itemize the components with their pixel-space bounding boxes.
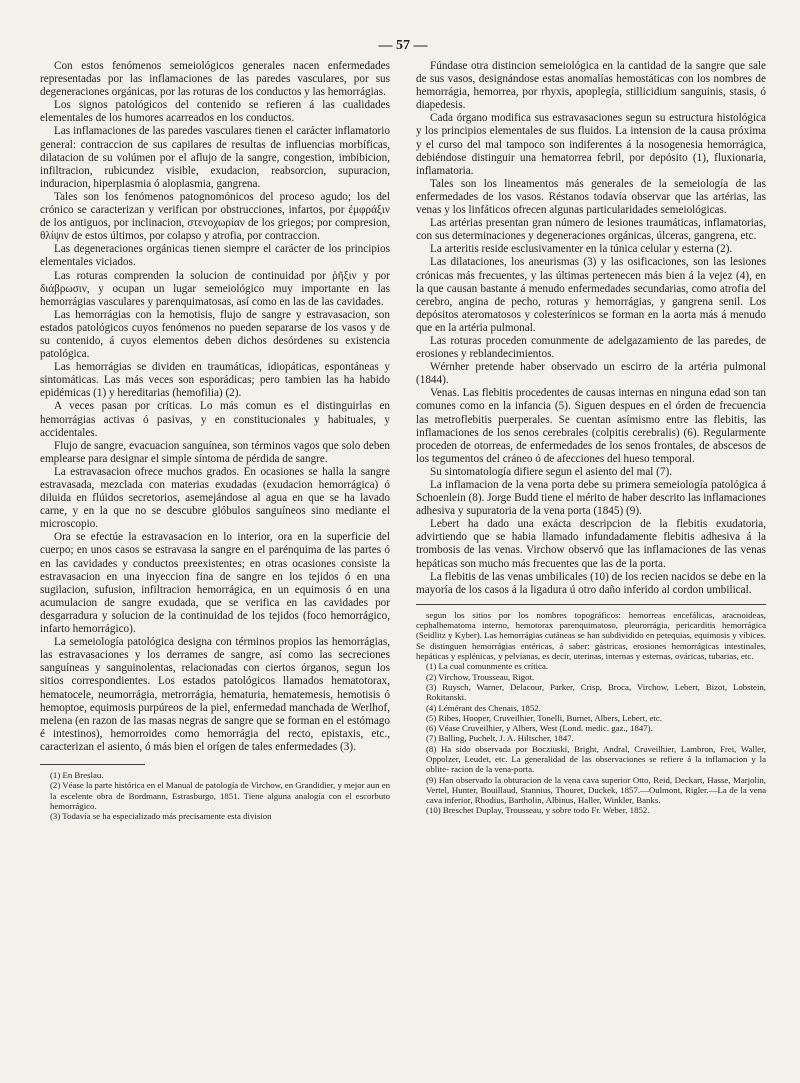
footnote: (6) Véase Cruveilhier, y Albers, West (Lond. medic. gaz., 1847). <box>426 723 653 734</box>
footnote-continuation: segun los sitios por los nombres topográficos: hemorreas encefálicas, aracnoideas, cephalhematoma interno, hemotorax parenquimatoso, pleurorrágia, pericarditis hemorrágica (Seidlitz y Kyber). Las hemorrágias cutáneas se han subdividido en petequias, equimosis y víbices. Se distinguen hemorrágias entéricas, á saber: gástricas, erosiones hemorrágicas intestinales, hepáticas y esplénicas, y pelvianas, es decir, uterinas, internas y esternas, ováricas, tubarias, etc. <box>416 609 766 662</box>
paragraph: A veces pasan por críticas. Lo más comun es el distinguirlas en hemorrágias activas ó pasivas, y en constitucionales y habituales, y accidentales. <box>40 400 390 439</box>
left-footnotes <box>40 770 390 821</box>
page-number: — 57 — <box>378 38 428 53</box>
footnote: (7) Balling, Puchelt, J. A. Hiltscher, 1847. <box>426 733 574 744</box>
footnote: (8) Ha sido observada por Bocziuski, Bright, Andral, Cruveilhier, Lambron, Frei, Waller, Oppolzer, Leudet, etc. La generalidad de las observaciones se refiere á la inflamacion y la oblite- racion de la vena-porta. <box>426 743 766 775</box>
two-column-layout <box>40 60 766 821</box>
footnote: (2) Virchow, Trousseau, Rigot. <box>426 671 535 682</box>
paragraph: La flebitis de las venas umbilicales (10) de los recien nacidos se debe en la mayoría de los casos á la ligadura ú otro daño inferido al cordon umbilical. <box>416 570 766 596</box>
footnote-separator <box>416 604 766 605</box>
footnote-separator <box>40 764 145 765</box>
right-footnotes <box>416 610 766 816</box>
footnote: (3) Ruysch, Warner, Delacour, Parker, Crisp, Broca, Virchow, Lebert, Bizot, Lobstein, Rokitanski. <box>426 681 766 703</box>
footnote: (5) Ribes, Hooper, Cruveilhier, Tonelli, Burnet, Albers, Lebert, etc. <box>426 712 662 723</box>
footnote: (10) Breschet Duplay, Trousseau, y sobre todo Fr. Weber, 1852. <box>426 805 650 816</box>
paragraph: Los signos patológicos del contenido se refieren á las cualidades elementales de los humores acarreados en los conductos. <box>40 99 390 125</box>
paragraph: Venas. Las flebitis procedentes de causas internas en ninguna edad son tan comunes como en la infancia (5). Siguen despues en el órden de frecuencia las metroflebitis puerperales. Se cuentan asímismo entre las flebitis, las inflamaciones de los senos cerebrales (colpitis cerebralis) (6). Regularmente proceden de otorreas, de enfermedades de los senos frontales, de abscesos de los tegumentos del cráneo ó de afecciones del hueso temporal. <box>416 387 766 465</box>
paragraph: Las roturas proceden comunmente de adelgazamiento de las paredes, de erosiones y reblandecimientos. <box>416 334 766 361</box>
right-body-text <box>416 60 766 597</box>
paragraph: Tales son los lineamentos más generales de la semeiología de las enfermedades de los vasos. Réstanos todavía observar que las artérias, las venas y los linfáticos ofrecen algunas particularidades semeiológicas. <box>416 177 766 217</box>
footnote: (4) Lémérant des Chenais, 1852. <box>426 702 541 713</box>
paragraph: Las degeneraciones orgánicas tienen siempre el carácter de los principios elementales viciados. <box>40 243 390 269</box>
paragraph: Las hemorrágias se dividen en traumáticas, idiopáticas, espontáneas y sintomáticas. Las más veces son esporádicas; pero tambien las ha habido epidémicas (1) y hereditarias (hemofilia) (2). <box>40 361 390 400</box>
paragraph: Fúndase otra distincion semeiológica en la cantidad de la sangre que sale de sus vasos, designándose estas anomalías hemostáticas con los nombres de hemorrágia, hemorrea, por rhyxis, apoplegía, stillicidium sanguinis, stasis, ó diapedesis. <box>416 60 766 112</box>
left-body-text <box>40 60 390 754</box>
paragraph: Tales son los fenómenos patognomónicos del proceso agudo; los del crónico se caracterizan y verifican por obstrucciones, infartos, por ἐμφράξιν de los antiguos, por inclinacion, στενοχωρίαν de los griegos; por compresion, θλίψιν de estos últimos, por colapso y atrofia, por contraccion. <box>40 190 390 243</box>
footnote: (2) Véase la parte histórica en el Manual de patología de Virchow, en Grandidier, y mejor aun en la escelente obra de Bordmann, Estrasburgo, 1851. Tiene alguna analogía con el escorbuto hemorrágico. <box>50 780 390 811</box>
paragraph: Lebert ha dado una exácta descripcion de la flebitis exudatoria, advirtiendo que se habia llamado infundadamente flebitis adhesiva á la trombosis de las venas. Virchow observó que las inflamaciones de las venas hepáticas son mucho más frecuentes que las de la porta. <box>416 518 766 570</box>
left-column <box>40 60 390 821</box>
footnote: (3) Todavía se ha especializado más precisamente esta division <box>50 811 272 822</box>
footnote: (1) En Breslau. <box>50 769 104 780</box>
paragraph: La arteritis reside esclusivamenter en la túnica celular y esterna (2). <box>430 243 733 256</box>
paragraph: Ora se efectúe la estravasacion en lo interior, ora en la superficie del cuerpo; en unos casos se estravasa la sangre en el parénquima de las partes ó en las cavidades y conductos preexistentes; en otras ocasiones consiste la estravasacion en una inyeccion fina de sangre en los tejidos ó en una sugilacion, sufusion, infiltracion hemorrágica, en un equimosis ó en una acumulacion de sangre exudada, que se verifica en las cavidades por desgarradura y solucion de la continuidad de los tejidos (foco hemorrágico, infarto hemorrágico). <box>40 531 390 636</box>
footnote: (1) La cual comunmente es crítica. <box>426 661 549 672</box>
paragraph: Flujo de sangre, evacuacion sanguínea, son términos vagos que solo deben emplearse para designar el simple síntoma de pérdida de sangre. <box>40 439 390 465</box>
paragraph: Las dilataciones, los aneurismas (3) y las osificaciones, son las lesiones crónicas más frecuentes, y las últimas pertenecen más bien á la vejez (4), en la que causan bastante á menudo enfermedades secundarias, como atrofia del cerebro, angina de pecho, roturas y hemorrágias, y gangrena senil. Los depósitos ateromatosos y colesterínicos se forman en la aorta más á menudo que en la artéria pulmonal. <box>416 256 766 334</box>
paragraph: Wérnher pretende haber observado un escirro de la artéria pulmonal (1844). <box>416 361 766 387</box>
footnote: (9) Han observado la obturacion de la vena cava superior Otto, Reid, Deckart, Hasse, Marjolin, Vertel, Hunter, Bouillaud, Stannius, Thouret, Duckek, 1857.—Oulmont, Rigler.—La de la vena cava inferior, Rhodius, Bartholin, Albinus, Haller, Winkler, Banks. <box>426 774 766 806</box>
paragraph: Las roturas comprenden la solucion de continuidad por ῥῆξιν y por διάβρωσιν, y ocupan un lugar semeiológico muy importante en las hemorrágias vasculares y parenquimatosas, así como en las de las cavidades. <box>40 269 390 308</box>
paragraph: Cada órgano modifica sus estravasaciones segun su estructura histológica y los principios elementales de sus fluidos. La intension de la causa próxima y el curso del mal tampoco son indiferentes á la nosogenesia hemorrágica, debiéndose distinguir una hematorrea febril, por depósito (1), fluxionaria, inflamatoria. <box>416 112 766 177</box>
paragraph: Las hemorrágias con la hemotisis, flujo de sangre y estravasacion, son estados patológicos cuyos fenómenos no pueden separarse de los vasos y de su contenido, á cuyos elementos deben dichos desórdenes su existencia patológica. <box>40 308 390 361</box>
paragraph: Con estos fenómenos semeiológicos generales nacen enfermedades representadas por las inflamaciones de las paredes vasculares, por sus degeneraciones orgánicas, por las roturas de los conductos y las hemorrágias. <box>40 60 390 99</box>
paragraph: La semeiología patológica designa con términos propios las hemorrágias, las estravasaciones y los derrames de sangre, así como las secreciones sanguíneas y sanguinolentas, relacionadas con ciertos órganos, segun los sitios correspondientes. Los estados patológicos llamados hematotorax, hematocele, neumorrágia, metrorrágia, hematuria, hematemesis, hemotisis ó hemoptoe, equimosis purpúreos de la piel, enfermedad manchada de Werlhof, melena (en razon de las masas negras de sangre que se forman en el estómago é intestinos), hemorroides como hemorrágia del recto, epistaxis, etc., caracterizan el asiento, ó más bien el orígen de tales enfermedades (3). <box>40 636 390 753</box>
paragraph: Su sintomatología difiere segun el asiento del mal (7). <box>430 465 673 478</box>
paragraph: Las inflamaciones de las paredes vasculares tienen el carácter inflamatorio general: contraccion de sus capilares de resultas de influencias morbíficas, dilatacion de su volúmen por el aflujo de la sangre, congestion, imbibicion, infiltracion, rubicundez visible, exudacion, reabsorcion, supuracion, induracion, hiperplasmia ó aloplasmia, gangrena. <box>40 125 390 190</box>
paragraph: La estravasacion ofrece muchos grados. En ocasiones se halla la sangre estravasada, mezclada con materias exudadas (exudacion hemorrágica) ó diluida en flúidos secretorios, asemejándose al agua en que se ha lavado carne, y en la que no se descubre glóbulos sanguíneos sino mediante el microscopio. <box>40 465 390 531</box>
paragraph: Las artérias presentan gran número de lesiones traumáticas, inflamatorias, con sus determinaciones y degeneraciones orgánicas, úlceras, gangrena, etc. <box>416 217 766 243</box>
right-column <box>416 60 766 821</box>
paragraph: La inflamacion de la vena porta debe su primera semeiología patológica á Schoenlein (8). Jorge Budd tiene el mérito de haber descrito las inflamaciones adhesiva y supuratoria de la vena porta (1845) (9). <box>416 479 766 518</box>
